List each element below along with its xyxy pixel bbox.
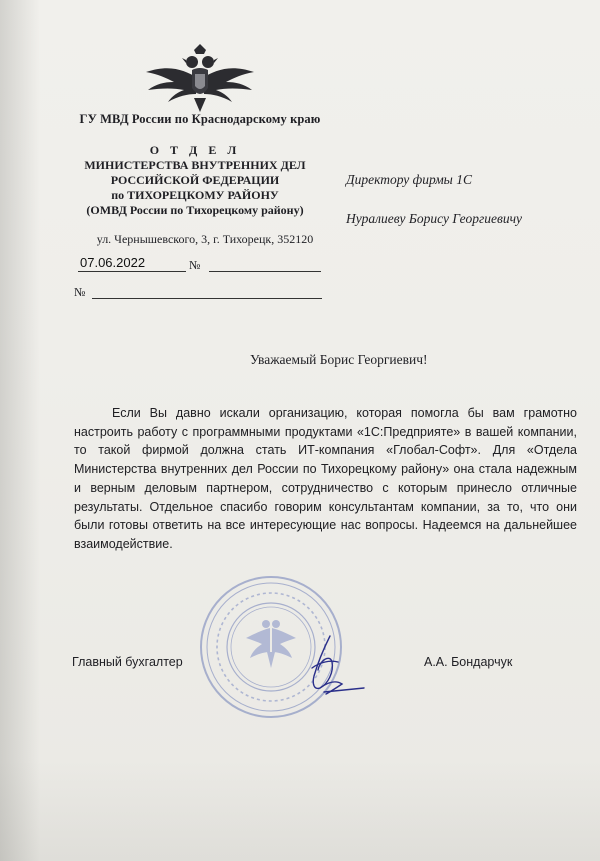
dept-line-2: МИНИСТЕРСТВА ВНУТРЕННИХ ДЕЛ bbox=[84, 158, 306, 172]
signature-icon bbox=[290, 632, 370, 702]
dept-line-3: РОССИЙСКОЙ ФЕДЕРАЦИИ bbox=[110, 173, 280, 187]
signatory-title: Главный бухгалтер bbox=[72, 655, 183, 669]
department-block bbox=[60, 143, 330, 218]
reference-number-sign: № bbox=[74, 285, 86, 299]
date-underline bbox=[78, 271, 186, 272]
dept-line-4: по ТИХОРЕЦКОМУ РАЙОНУ bbox=[111, 188, 279, 202]
letter-date: 07.06.2022 bbox=[80, 255, 146, 270]
addressee-block bbox=[346, 160, 566, 238]
ministry-line: ГУ МВД России по Краснодарскому краю bbox=[79, 112, 321, 126]
addressee-line-1: Директору фирмы 1С bbox=[346, 172, 472, 187]
reference-line bbox=[74, 285, 324, 303]
reference-underline bbox=[92, 298, 322, 299]
department-address: ул. Чернышевского, 3, г. Тихорецк, 352120 bbox=[96, 232, 314, 246]
dept-line-5: (ОМВД России по Тихорецкому району) bbox=[86, 203, 304, 217]
number-underline bbox=[209, 271, 321, 272]
addressee-line-2: Нуралиеву Борису Георгиевичу bbox=[346, 211, 523, 226]
number-sign: № bbox=[189, 258, 201, 272]
dept-line-1: О Т Д Е Л bbox=[149, 143, 241, 157]
letter-body: Если Вы давно искали организацию, которая помогла бы вам грамотно настроить работу с программными продуктами «1С:Предприяте» в вашей компании, то такой фирмой должна стать ИТ-компания «Глобал-Софт». Для «Отдела Министерства внутренних дел России по Тихорецкому району» она стала надежным и верным деловым партнером, сотрудничество с которым принесло отличные результаты. Отдельное спасибо говорим консультантам компании, за то, что они были готовы ответить на все интересующие нас вопросы. Надеемся на дальнейшее взаимодействие. bbox=[74, 406, 577, 551]
page-shadow bbox=[0, 0, 40, 861]
salutation: Уважаемый Борис Георгиевич! bbox=[250, 352, 428, 367]
signatory-name: А.А. Бондарчук bbox=[424, 655, 513, 669]
date-number-line bbox=[78, 255, 323, 273]
page-shading bbox=[0, 760, 600, 861]
eagle-emblem-icon bbox=[140, 40, 260, 120]
